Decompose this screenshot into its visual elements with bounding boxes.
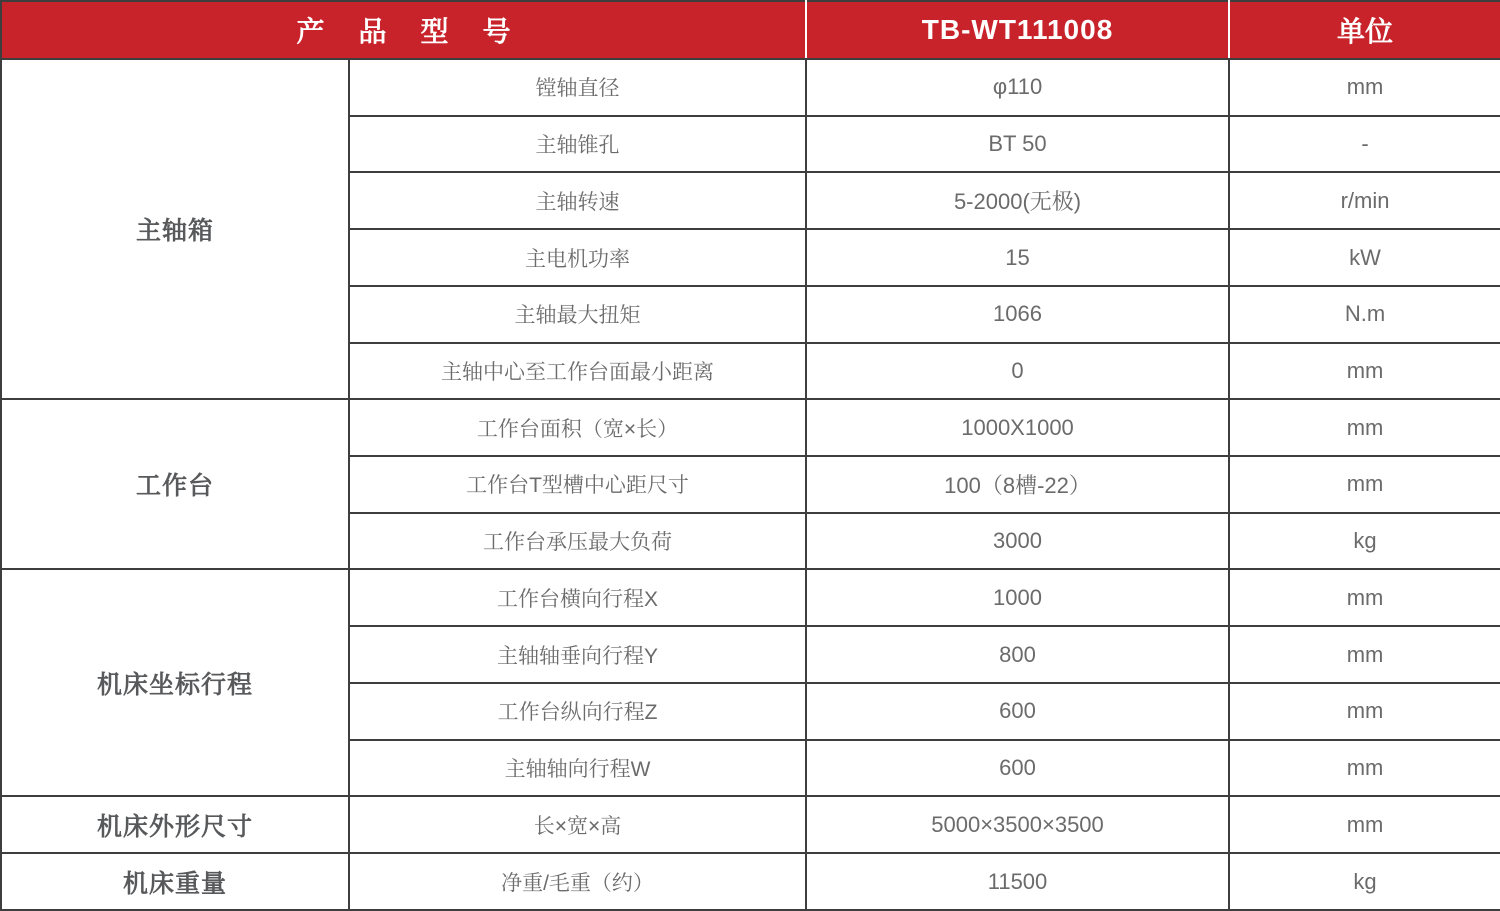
header-row: [1, 1, 1500, 59]
spec-unit-cell: mm: [1229, 796, 1500, 853]
spec-value-cell: 11500: [806, 853, 1229, 910]
spec-label-cell: 工作台T型槽中心距尺寸: [349, 456, 806, 513]
spec-label-cell: 净重/毛重（约）: [349, 853, 806, 910]
spec-unit-cell: mm: [1229, 740, 1500, 797]
spec-value-cell: 100（8槽-22）: [806, 456, 1229, 513]
spec-unit-cell: kW: [1229, 229, 1500, 286]
spec-label-cell: 主轴中心至工作台面最小距离: [349, 343, 806, 400]
spec-unit-cell: mm: [1229, 399, 1500, 456]
spec-value-cell: 5000×3500×3500: [806, 796, 1229, 853]
spec-label-cell: 主轴最大扭矩: [349, 286, 806, 343]
spec-unit-cell: mm: [1229, 343, 1500, 400]
spec-label-cell: 主轴锥孔: [349, 116, 806, 173]
spec-unit-cell: kg: [1229, 853, 1500, 910]
spec-label-cell: 主电机功率: [349, 229, 806, 286]
header-product-model: [1, 1, 806, 59]
header-unit: 单位: [1229, 1, 1500, 59]
spec-unit-cell: kg: [1229, 513, 1500, 570]
table-row: [1, 569, 1500, 626]
group-cell-machine-weight: 机床重量: [1, 853, 349, 910]
spec-value-cell: 1000X1000: [806, 399, 1229, 456]
table-row: [1, 399, 1500, 456]
spec-value-cell: 800: [806, 626, 1229, 683]
spec-unit-cell: r/min: [1229, 172, 1500, 229]
spec-value-cell: 15: [806, 229, 1229, 286]
table-row: [1, 59, 1500, 116]
spec-value-cell: 600: [806, 740, 1229, 797]
spec-label-cell: 镗轴直径: [349, 59, 806, 116]
spec-label-cell: 工作台面积（宽×长）: [349, 399, 806, 456]
table-row: [1, 853, 1500, 910]
header-product-model-label: 产品型号: [296, 16, 545, 47]
spec-label-cell: 主轴轴向行程W: [349, 740, 806, 797]
spec-label-cell: 工作台承压最大负荷: [349, 513, 806, 570]
spec-unit-cell: mm: [1229, 569, 1500, 626]
spec-value-cell: 0: [806, 343, 1229, 400]
table-row: [1, 796, 1500, 853]
spec-value-cell: 1066: [806, 286, 1229, 343]
spec-value-cell: φ110: [806, 59, 1229, 116]
group-cell-spindle-box: 主轴箱: [1, 59, 349, 399]
spec-value-cell: 1000: [806, 569, 1229, 626]
spec-value-cell: 600: [806, 683, 1229, 740]
group-cell-coordinate-travel: 机床坐标行程: [1, 569, 349, 796]
spec-label-cell: 主轴转速: [349, 172, 806, 229]
spec-unit-cell: mm: [1229, 456, 1500, 513]
spec-unit-cell: mm: [1229, 626, 1500, 683]
header-model-number: TB-WT111008: [806, 1, 1229, 59]
spec-unit-cell: mm: [1229, 683, 1500, 740]
spec-value-cell: BT 50: [806, 116, 1229, 173]
spec-label-cell: 主轴轴垂向行程Y: [349, 626, 806, 683]
spec-unit-cell: mm: [1229, 59, 1500, 116]
spec-value-cell: 5-2000(无极): [806, 172, 1229, 229]
spec-unit-cell: N.m: [1229, 286, 1500, 343]
spec-label-cell: 工作台横向行程X: [349, 569, 806, 626]
spec-label-cell: 工作台纵向行程Z: [349, 683, 806, 740]
spec-label-cell: 长×宽×高: [349, 796, 806, 853]
spec-value-cell: 3000: [806, 513, 1229, 570]
group-cell-machine-dimensions: 机床外形尺寸: [1, 796, 349, 853]
group-cell-worktable: 工作台: [1, 399, 349, 569]
spec-unit-cell: -: [1229, 116, 1500, 173]
